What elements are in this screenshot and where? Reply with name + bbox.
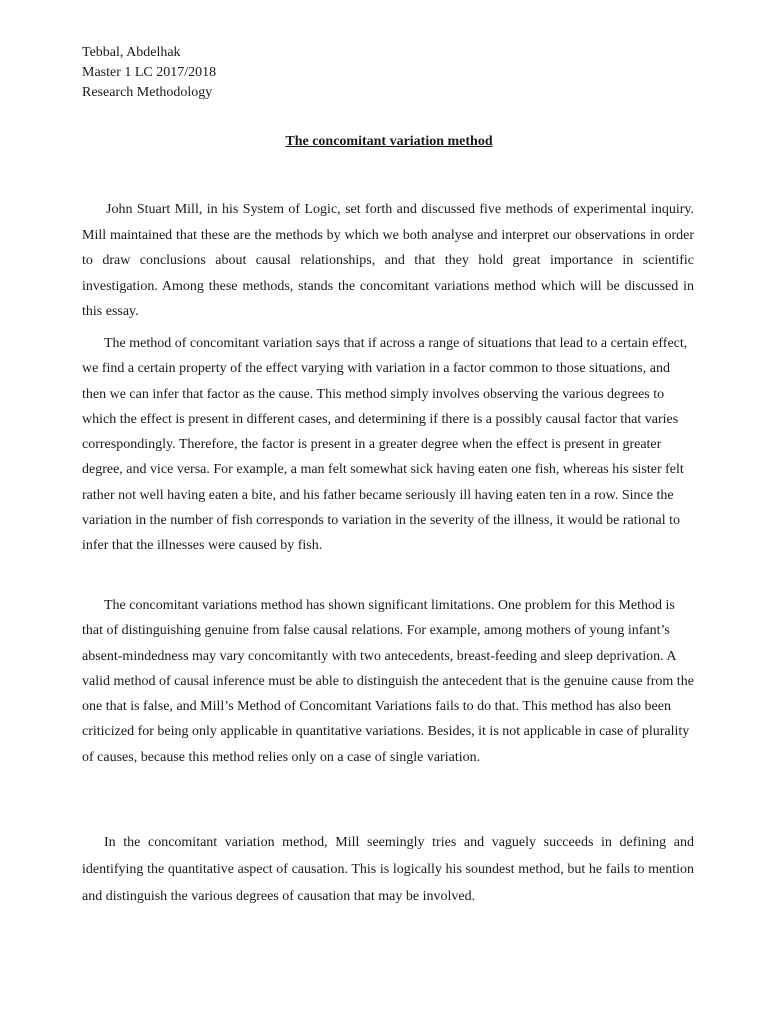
paragraph-method-definition: The method of concomitant variation says that if across a range of situations that lead to a certain effect, we find a certain property of the effect varying with variation in a factor common to those situations, and then we can infer that factor as the cause. This method simply involves observing the various degrees to which the effect is present in different cases, and determining if there is a possibly causal factor that varies correspondingly. Therefore, the factor is present in a greater degree when the effect is present in greater degree, and vice versa. For example, a man felt somewhat sick having eaten one fish, whereas his sister felt rather not well having eaten a bite, and his father became seriously ill having eaten ten in a row. Since the variation in the number of fish corresponds to variation in the severity of the illness, it would be rational to infer that the illnesses were caused by fish.: [82, 336, 688, 554]
author-header: [82, 43, 216, 103]
paragraph-conclusion: In the concomitant variation method, Mill seemingly tries and vaguely succeeds in defining and identifying the quantitative aspect of causation. This is logically his soundest method, but he fails to mention and distinguish the various degrees of causation that may be involved.: [82, 835, 694, 904]
course-line: Research Methodology: [82, 85, 213, 100]
author-name: Tebbal, Abdelhak: [82, 45, 181, 60]
program-line: Master 1 LC 2017/2018: [82, 65, 217, 80]
paragraph-limitations: The concomitant variations method has shown significant limitations. One problem for this Method is that of distinguishing genuine from false causal relations. For example, among mothers of young infant’s absent-mindedness may vary concomitantly with two antecedents, breast-feeding and sleep deprivation. A valid method of causal inference must be able to distinguish the antecedent that is the genuine cause from the one that is false, and Mill’s Method of Concomitant Variations fails to do that. This method has also been criticized for being only applicable in quantitative variations. Besides, it is not applicable in case of plurality of causes, because this method relies only on a case of single variation.: [82, 598, 694, 765]
paragraph-introduction: John Stuart Mill, in his System of Logic, set forth and discussed five methods of experimental inquiry. Mill maintained that these are the methods by which we both analyse and interpret our observations in order to draw conclusions about causal relationships, and that they hold great importance in scientific investigation. Among these methods, stands the concomitant variations method which will be discussed in this essay.: [82, 202, 694, 319]
document-title: The concomitant variation method: [285, 134, 493, 149]
